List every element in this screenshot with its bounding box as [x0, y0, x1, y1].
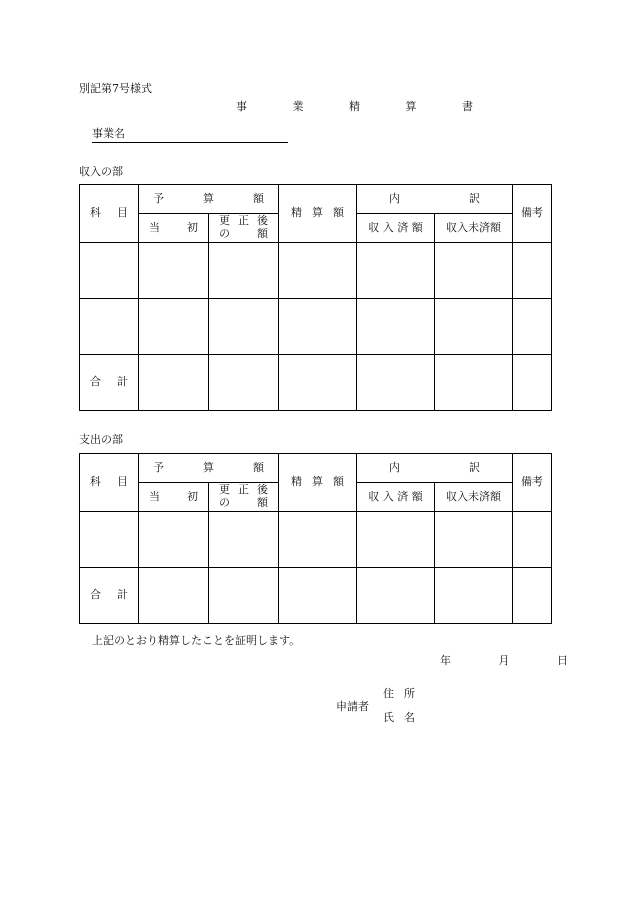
header-unreceived: 収入未済額 [435, 483, 513, 512]
header-initial: 当 初 [139, 483, 209, 512]
expenditure-table [79, 453, 552, 624]
header-breakdown: 内 訳 [357, 454, 513, 483]
header-settlement: 精 算 額 [279, 454, 357, 512]
project-name-field[interactable]: 事業名 [92, 125, 288, 143]
total-label: 合 計 [80, 568, 139, 624]
form-number: 別記第7号様式 [79, 82, 152, 95]
certification-text: 上記のとおり精算したことを証明します。 [92, 634, 301, 647]
total-label: 合 計 [80, 355, 139, 411]
expenditure-section-label: 支出の部 [79, 433, 123, 446]
applicant-label: 申請者 [336, 700, 369, 713]
date-field[interactable]: 年 月 日 [440, 654, 590, 667]
header-settlement: 精 算 額 [279, 185, 357, 243]
income-table [79, 184, 552, 411]
name-label: 氏名 [383, 711, 425, 724]
header-remarks: 備考 [513, 185, 552, 243]
income-section-label: 収入の部 [79, 165, 123, 178]
total-row[interactable] [80, 568, 552, 624]
header-remarks: 備考 [513, 454, 552, 512]
document-title: 事 業 精 算 書 [236, 100, 494, 113]
header-received: 収 入 済 額 [357, 214, 435, 243]
header-revised: 更 正 後 の 額 [209, 214, 279, 243]
table-row[interactable] [80, 299, 552, 355]
header-unreceived: 収入未済額 [435, 214, 513, 243]
address-label: 住所 [383, 687, 425, 700]
header-revised: 更 正 後 の 額 [209, 483, 279, 512]
header-budget: 予 算 額 [139, 185, 279, 214]
table-row[interactable] [80, 243, 552, 299]
header-subject: 科 目 [80, 185, 139, 243]
header-received: 収 入 済 額 [357, 483, 435, 512]
total-row[interactable] [80, 355, 552, 411]
header-budget: 予 算 額 [139, 454, 279, 483]
table-row[interactable] [80, 512, 552, 568]
header-breakdown: 内 訳 [357, 185, 513, 214]
header-initial: 当 初 [139, 214, 209, 243]
header-subject: 科 目 [80, 454, 139, 512]
